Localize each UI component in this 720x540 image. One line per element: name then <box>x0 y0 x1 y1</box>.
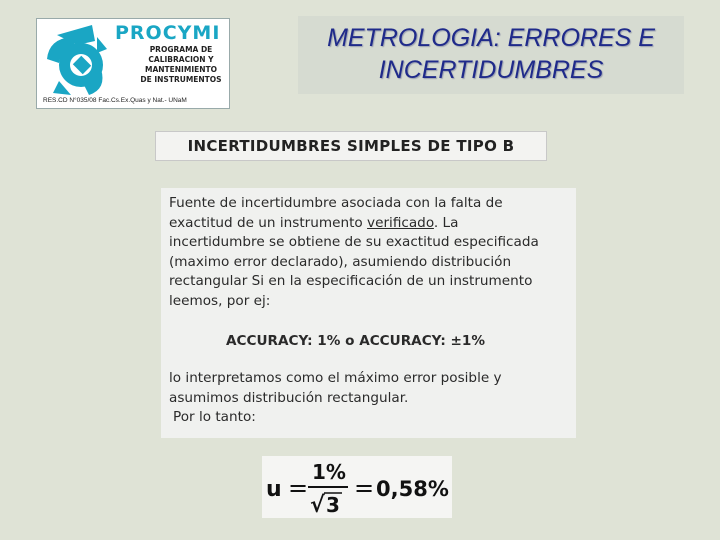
text-line: (maximo error declarado), asumiendo distribución <box>169 253 512 270</box>
text-line <box>169 214 570 234</box>
text-line: leemos, por ej: <box>169 292 271 309</box>
slide-title-line-1: METROLOGIA: ERRORES E <box>327 24 655 52</box>
slide-title <box>298 16 684 94</box>
paragraph-conclusion: Por lo tanto: <box>173 409 256 426</box>
formula-box <box>262 456 452 518</box>
logo-subtitle-line: DE INSTRUMENTOS <box>140 75 222 84</box>
logo-subtitle-line: CALIBRACION Y <box>148 55 214 64</box>
formula-result: 0,58% <box>376 477 449 501</box>
text-segment: . La <box>433 214 459 231</box>
logo-subtitle-line: PROGRAMA DE <box>149 45 213 54</box>
section-heading: INCERTIDUMBRES SIMPLES DE TIPO B <box>155 131 547 161</box>
formula-equals-2: = <box>354 474 375 502</box>
text-line: incertidumbre se obtiene de su exactitud especificada <box>169 234 539 251</box>
formula-radicand: 3 <box>326 493 340 517</box>
text-line: Fuente de incertidumbre asociada con la falta de <box>169 195 503 211</box>
logo-title: PROCYMI <box>115 22 221 44</box>
slide-title-line-2: INCERTIDUMBRES <box>378 56 604 84</box>
formula-numerator: 1% <box>312 460 346 484</box>
text-line: rectangular Si en la especificación de un instrumento <box>169 273 533 290</box>
logo-resolution: RES.CD N°035/08 Fac.Cs.Ex.Quas y Nat.- UNaM <box>43 97 187 104</box>
underlined-word: verificado <box>367 214 434 231</box>
logo-subtitle-line: MANTENIMIENTO <box>145 65 217 74</box>
accuracy-example: ACCURACY: 1% o ACCURACY: ±1% <box>226 332 485 349</box>
formula <box>262 456 452 518</box>
text-line: asumimos distribución rectangular. <box>169 389 409 406</box>
content-panel <box>161 188 576 438</box>
procymi-logo <box>36 18 230 109</box>
logo-subtitle <box>133 45 229 85</box>
text-segment: exactitud de un instrumento <box>169 214 368 231</box>
paragraph-definition <box>169 194 570 312</box>
formula-equals-1: = <box>288 474 309 502</box>
paragraph-interpretation <box>169 369 570 408</box>
formula-radical-sign: √ <box>310 493 325 518</box>
formula-lhs: u <box>266 477 282 502</box>
text-line: lo interpretamos como el máximo error posible y <box>169 370 502 387</box>
